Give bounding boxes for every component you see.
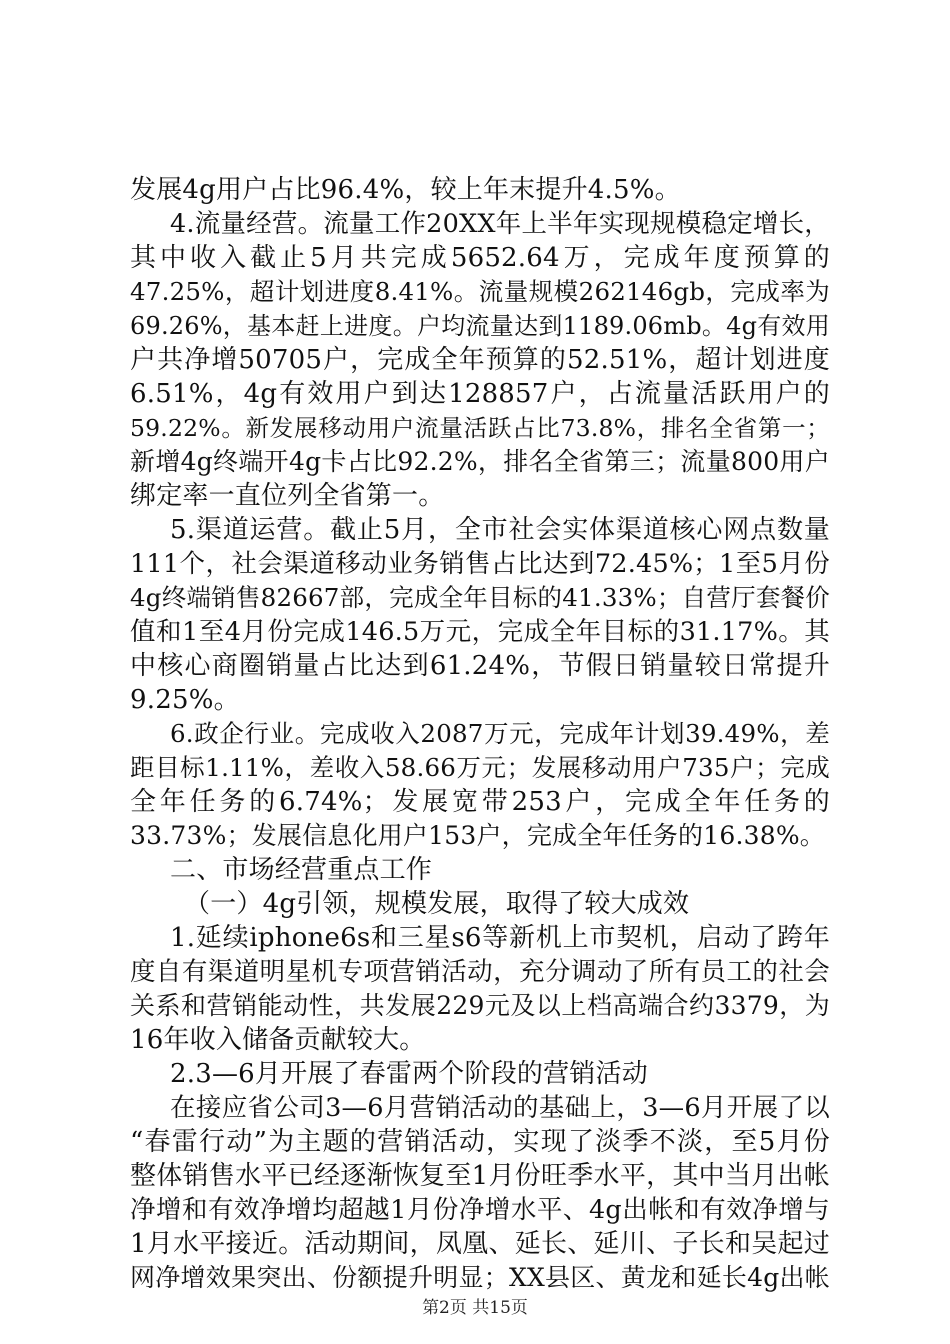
paragraph-line: 值和1至4月份完成146.5万元，完成全年目标的31.17%。其	[130, 617, 830, 647]
paragraph-line: 关系和营销能动性，共发展229元及以上档高端合约3379，为	[130, 991, 830, 1020]
paragraph-line: “春雷行动”为主题的营销活动，实现了淡季不淡，至5月份	[130, 1127, 830, 1157]
paragraph-line: 4.流量经营。流量工作20XX年上半年实现规模稳定增长，	[170, 209, 830, 239]
paragraph-line: 距目标1.11%，差收入58.66万元；发展移动用户735户；完成	[130, 753, 830, 782]
paragraph-line: 5.渠道运营。截止5月，全市社会实体渠道核心网点数量	[170, 515, 830, 545]
subsection-heading: （一）4g引领，规模发展，取得了较大成效	[184, 889, 690, 919]
paragraph-line: 绑定率一直位列全省第一。	[130, 481, 445, 511]
section-heading: 二、市场经营重点工作	[170, 855, 433, 885]
paragraph-line: 中核心商圈销量占比达到61.24%，节假日销量较日常提升	[130, 651, 830, 681]
paragraph-line: 其中收入截止5月共完成5652.64万，完成年度预算的	[130, 243, 830, 273]
paragraph-line: 1月水平接近。活动期间，凤凰、延长、延川、子长和吴起过	[130, 1229, 830, 1259]
paragraph-line: 16年收入储备贡献较大。	[130, 1025, 426, 1055]
paragraph-line: 网净增效果突出、份额提升明显；XX县区、黄龙和延长4g出帐	[130, 1263, 830, 1292]
paragraph-line: 9.25%。	[130, 685, 240, 715]
page-footer: 第2页 共15页	[422, 1298, 528, 1318]
paragraph-line: 度自有渠道明星机专项营销活动，充分调动了所有员工的社会	[130, 957, 830, 987]
paragraph-line: 整体销售水平已经逐渐恢复至1月份旺季水平，其中当月出帐	[130, 1161, 830, 1191]
paragraph-line: 6.政企行业。完成收入2087万元，完成年计划39.49%，差	[170, 719, 830, 748]
paragraph-line: 6.51%，4g有效用户到达128857户，占流量活跃用户的	[130, 379, 830, 409]
paragraph-line: 4g终端销售82667部，完成全年目标的41.33%；自营厅套餐价	[130, 583, 830, 612]
paragraph-line: 33.73%；发展信息化用户153户，完成全年任务的16.38%。	[130, 821, 825, 850]
paragraph-line: 在接应省公司3—6月营销活动的基础上，3—6月开展了以	[170, 1093, 830, 1123]
paragraph-line: 59.22%。新发展移动用户流量活跃占比73.8%，排名全省第一；	[130, 414, 830, 442]
paragraph-line: 47.25%，超计划进度8.41%。流量规模262146gb，完成率为	[130, 277, 830, 306]
paragraph-line: 净增和有效净增均超越1月份净增水平、4g出帐和有效净增与	[130, 1195, 830, 1225]
paragraph-heading: 2.3—6月开展了春雷两个阶段的营销活动	[170, 1059, 648, 1089]
paragraph-line: 发展4g用户占比96.4%，较上年末提升4.5%。	[130, 175, 681, 205]
paragraph-line: 全年任务的6.74%；发展宽带253户，完成全年任务的	[130, 787, 830, 817]
paragraph-line: 新增4g终端开4g卡占比92.2%，排名全省第三；流量800用户	[130, 447, 830, 476]
paragraph-line: 1.延续iphone6s和三星s6等新机上市契机，启动了跨年	[170, 923, 830, 953]
paragraph-line: 111个，社会渠道移动业务销售占比达到72.45%；1至5月份	[130, 549, 830, 579]
paragraph-line: 户共净增50705户，完成全年预算的52.51%，超计划进度	[130, 345, 830, 375]
paragraph-line: 69.26%，基本赶上进度。户均流量达到1189.06mb。4g有效用	[130, 312, 830, 340]
